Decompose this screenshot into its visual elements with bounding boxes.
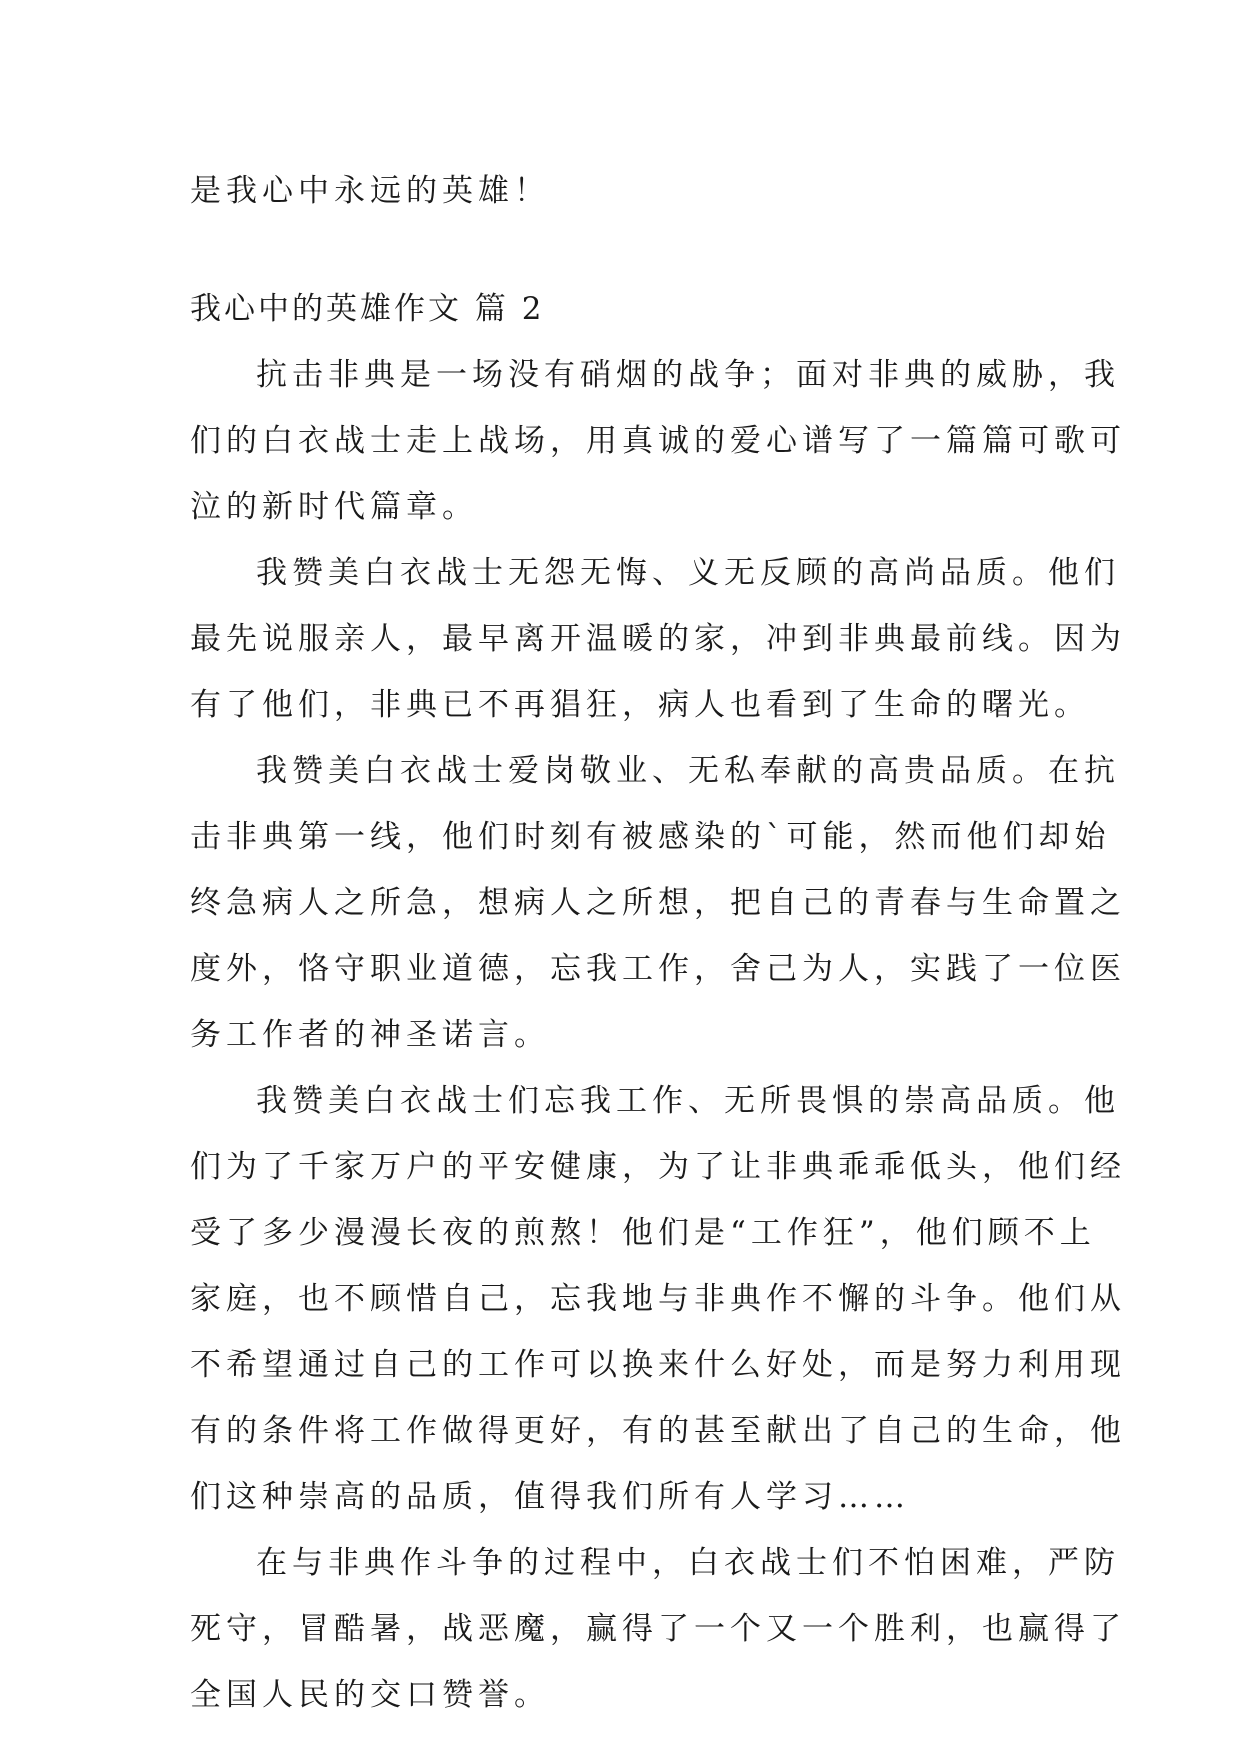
paragraph-line: 有的条件将工作做得更好，有的甚至献出了自己的生命，他 (190, 1413, 1126, 1449)
paragraph-line: 受了多少漫漫长夜的煎熬！他们是“工作狂”，他们顾不上 (190, 1215, 1096, 1251)
document-body (190, 158, 1126, 1728)
paragraph-line: 泣的新时代篇章。 (190, 489, 478, 525)
essay-title: 我心中的英雄作文 篇 2 (190, 291, 545, 327)
paragraph-line: 终急病人之所急，想病人之所想，把自己的青春与生命置之 (190, 885, 1126, 921)
paragraph-line: 有了他们，非典已不再猖狂，病人也看到了生命的曙光。 (190, 687, 1090, 723)
paragraph-line: 务工作者的神圣诺言。 (190, 1017, 550, 1053)
paragraph-line: 全国人民的交口赞誉。 (190, 1677, 550, 1713)
paragraph-line: 不希望通过自己的工作可以换来什么好处，而是努力利用现 (190, 1347, 1126, 1383)
paragraph-4 (190, 1068, 1126, 1530)
paragraph-line: 我赞美白衣战士无怨无悔、义无反顾的高尚品质。他们 (256, 555, 1120, 591)
paragraph-line: 死守，冒酷暑，战恶魔，赢得了一个又一个胜利，也赢得了 (190, 1611, 1126, 1647)
paragraph-line: 度外，恪守职业道德，忘我工作，舍己为人，实践了一位医 (190, 951, 1126, 987)
paragraph-5 (190, 1530, 1126, 1728)
paragraph-3 (190, 738, 1126, 1068)
paragraph-line: 抗击非典是一场没有硝烟的战争；面对非典的威胁，我 (256, 357, 1120, 393)
paragraph-line: 击非典第一线，他们时刻有被感染的`可能，然而他们却始 (190, 819, 1111, 855)
paragraph-1 (190, 342, 1126, 540)
top-line: 是我心中永远的英雄！ (190, 173, 550, 209)
paragraph-line: 最先说服亲人，最早离开温暖的家，冲到非典最前线。因为 (190, 621, 1126, 657)
paragraph-line: 们这种崇高的品质，值得我们所有人学习…… (190, 1479, 910, 1515)
paragraph-line: 们的白衣战士走上战场，用真诚的爱心谱写了一篇篇可歌可 (190, 423, 1126, 459)
paragraph-2 (190, 540, 1126, 738)
paragraph-line: 我赞美白衣战士爱岗敬业、无私奉献的高贵品质。在抗 (256, 753, 1120, 789)
paragraph-line: 在与非典作斗争的过程中，白衣战士们不怕困难，严防 (256, 1545, 1120, 1581)
paragraph-line: 家庭，也不顾惜自己，忘我地与非典作不懈的斗争。他们从 (190, 1281, 1126, 1317)
paragraph-line: 们为了千家万户的平安健康，为了让非典乖乖低头，他们经 (190, 1149, 1126, 1185)
paragraph-line: 我赞美白衣战士们忘我工作、无所畏惧的崇高品质。他 (256, 1083, 1120, 1119)
